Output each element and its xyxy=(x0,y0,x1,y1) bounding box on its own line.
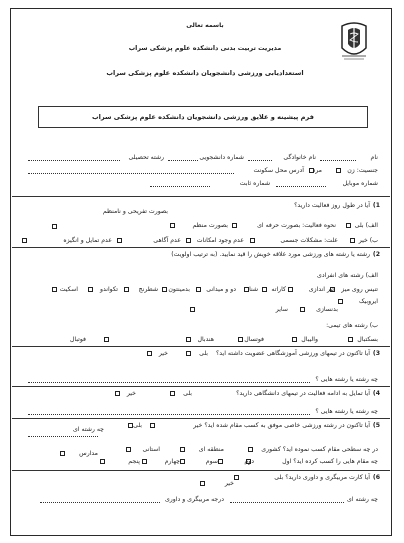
gender-label: جنسیت: زن xyxy=(347,167,378,174)
mobile-field[interactable] xyxy=(276,186,326,187)
q1-facility-checkbox[interactable] xyxy=(186,238,191,243)
q5-rank-checkbox[interactable] xyxy=(218,459,223,464)
individual-sport-checkbox[interactable] xyxy=(190,307,195,312)
section-divider-4 xyxy=(12,386,390,387)
form-title: فرم پیشینه و علایق ورزشی دانشجویان دانشکده علوم پزشکی سراب xyxy=(92,113,314,121)
q1-physical-checkbox[interactable] xyxy=(250,238,255,243)
individual-sport-label: دو و میدانی xyxy=(206,286,236,293)
q4-which-field[interactable] xyxy=(28,414,310,415)
q4-no-label: خیر xyxy=(126,390,136,397)
student-no-label: شماره دانشجویی xyxy=(199,154,244,161)
org-line-2: استعدادیابی ورزشی دانشجویان دانشکده علوم پزشکی سراب xyxy=(106,69,304,77)
individual-sport-checkbox[interactable] xyxy=(244,287,249,292)
q4-yes-label: بلی xyxy=(183,390,192,397)
name-field[interactable] xyxy=(320,160,356,161)
q5-number: 5) xyxy=(372,422,380,429)
q1-no-facility: عدم وجود امکانات xyxy=(196,237,244,244)
q5-rank-label: دوم xyxy=(244,458,254,465)
q5-rank-q: چه مقام هایی را کسب کرده اید؟ اول xyxy=(282,458,378,465)
q1-regular: بصورت منظم xyxy=(192,222,228,229)
q1-no-checkbox[interactable] xyxy=(350,238,355,243)
q1-info-checkbox[interactable] xyxy=(117,238,122,243)
q6-which-field[interactable] xyxy=(230,502,344,503)
q1-how: نحوه فعالیت: بصورت حرفه ای xyxy=(257,222,336,229)
individual-sport-checkbox[interactable] xyxy=(338,299,343,304)
student-no-field[interactable] xyxy=(168,160,198,161)
q2-team-title: ب) رشته های تیمی: xyxy=(326,322,378,329)
org-line-1: مدیریت تربیت بدنی دانشکده علوم پزشکی سراب xyxy=(128,44,282,52)
q3-which: چه رشته یا رشته هایی ؟ xyxy=(315,376,378,383)
section-divider-1 xyxy=(12,196,390,197)
q6-which: چه رشته ای xyxy=(347,496,378,503)
team-sport-checkbox[interactable] xyxy=(348,337,353,342)
q5-national-checkbox[interactable] xyxy=(248,447,253,452)
q5-which: چه رشته ای xyxy=(73,426,104,433)
q1-reason: علت: مشکلات جسمی xyxy=(280,237,338,244)
q5-which-field[interactable] xyxy=(28,436,98,437)
individual-sport-label: ایروبیک xyxy=(359,298,378,305)
individual-sport-label: سایر xyxy=(275,306,288,313)
individual-sport-checkbox[interactable] xyxy=(124,287,129,292)
q5-school: مدارس xyxy=(79,450,98,457)
q2-text: رشته یا رشته های ورزشی مورد علاقه خویش را قید نمایید. (به ترتیب اولویت) xyxy=(171,251,370,258)
team-sport-label: فوتسال xyxy=(244,336,264,343)
q1-no-info: عدم آگاهی xyxy=(153,237,181,244)
q3-which-field[interactable] xyxy=(28,382,310,383)
q6-grade-field[interactable] xyxy=(40,502,160,503)
q2-individual-title: الف) رشته های انفرادی xyxy=(317,272,378,279)
team-sport-label: بسکتبال xyxy=(357,336,378,343)
university-logo-icon xyxy=(338,20,370,62)
q5-school-checkbox[interactable] xyxy=(60,451,65,456)
q1-interest-checkbox[interactable] xyxy=(22,238,27,243)
individual-sport-label: تکواندو xyxy=(99,286,118,293)
q1-leisure: بصورت تفریحی و نامنظم xyxy=(102,208,168,215)
q5-rank-checkbox[interactable] xyxy=(180,459,185,464)
section-divider-5 xyxy=(12,418,390,419)
q1-regular-checkbox[interactable] xyxy=(170,223,175,228)
individual-sport-label: تنیس روی میز xyxy=(341,286,378,293)
q4-no-checkbox[interactable] xyxy=(115,391,120,396)
q5-regional: منطقه ای xyxy=(198,446,224,453)
family-label: نام خانوادگی xyxy=(283,154,316,161)
individual-sport-checkbox[interactable] xyxy=(196,287,201,292)
female-checkbox[interactable] xyxy=(336,168,341,173)
individual-sport-label: شطرنج xyxy=(138,286,158,293)
q6-grade: درجه مربیگری و داوری xyxy=(164,496,224,503)
individual-sport-label: بدنسازی xyxy=(316,306,338,313)
q4-text: آیا تمایل به ادامه فعالیت در تیمهای دانشگاهی دارید؟ xyxy=(236,390,370,397)
q6-text: آیا کارت مربیگری و داوری دارید؟ بلی xyxy=(274,474,370,481)
q1-number: 1) xyxy=(372,202,380,209)
address-field[interactable] xyxy=(28,173,234,174)
q5-yes-checkbox[interactable] xyxy=(128,423,133,428)
q1-yes-label: الف) بلی xyxy=(354,222,378,229)
q1-text: آیا در طول روز فعالیت دارید؟ xyxy=(294,202,370,209)
q3-number: 3) xyxy=(372,350,380,357)
field-label: رشته تحصیلی xyxy=(128,154,164,161)
q6-no-label: خیر xyxy=(224,480,234,487)
q1-no-label: ب) خیر xyxy=(358,237,378,244)
individual-sport-label: کاراته xyxy=(271,286,286,293)
q5-rank-checkbox[interactable] xyxy=(100,459,105,464)
q5-text: آیا تاکنون در رشته ورزشی خاصی موفق به کسب مقام شده اید؟ خیر xyxy=(193,422,370,429)
q1-yes-checkbox[interactable] xyxy=(346,223,351,228)
team-sport-checkbox[interactable] xyxy=(186,337,191,342)
male-label: مرد xyxy=(312,167,322,174)
bismillah: باسمه تعالی xyxy=(186,22,224,29)
q5-provincial-checkbox[interactable] xyxy=(126,447,131,452)
landline-label: شماره ثابت xyxy=(239,180,270,187)
individual-sport-checkbox[interactable] xyxy=(52,287,57,292)
team-sport-checkbox[interactable] xyxy=(292,337,297,342)
q3-no-checkbox[interactable] xyxy=(147,351,152,356)
q3-yes-checkbox[interactable] xyxy=(186,351,191,356)
landline-field[interactable] xyxy=(150,186,210,187)
section-divider-2 xyxy=(12,247,390,248)
q5-no-checkbox[interactable] xyxy=(150,423,155,428)
q4-yes-checkbox[interactable] xyxy=(170,391,175,396)
individual-sport-label: بدمینتون xyxy=(168,286,190,293)
q6-no-checkbox[interactable] xyxy=(200,481,205,486)
q1-pro-checkbox[interactable] xyxy=(232,223,237,228)
q5-provincial: استانی xyxy=(142,446,160,453)
team-sport-checkbox[interactable] xyxy=(238,337,243,342)
family-field[interactable] xyxy=(248,160,272,161)
individual-sport-checkbox[interactable] xyxy=(262,287,267,292)
q5-rank-label: پنجم xyxy=(128,458,140,465)
team-sport-label: هندبال xyxy=(197,336,214,343)
q5-level: در چه سطحی مقام کسب نموده اید؟ کشوری xyxy=(261,446,378,453)
q5-rank-label: سوم xyxy=(205,458,218,465)
individual-sport-label: شنا xyxy=(249,286,258,293)
q4-number: 4) xyxy=(372,390,380,397)
q1-no-interest: عدم تمایل و انگیزه xyxy=(63,237,112,244)
address-label: آدرس محل سکونت xyxy=(253,167,304,174)
q4-which: چه رشته یا رشته هایی ؟ xyxy=(315,408,378,415)
individual-sport-checkbox[interactable] xyxy=(162,287,167,292)
name-label: نام xyxy=(370,154,378,161)
section-divider-3 xyxy=(12,346,390,347)
individual-sport-label: تیر اندازی xyxy=(308,286,334,293)
field-input[interactable] xyxy=(28,160,120,161)
male-checkbox[interactable] xyxy=(309,168,314,173)
individual-sport-label: اسکیت xyxy=(59,286,78,293)
mobile-label: شماره موبایل xyxy=(342,180,378,187)
q5-regional-checkbox[interactable] xyxy=(180,447,185,452)
section-divider-6 xyxy=(12,470,390,471)
individual-sport-checkbox[interactable] xyxy=(288,287,293,292)
team-sport-label: فوتبال xyxy=(69,336,86,343)
q5-yes-label: بلی xyxy=(133,422,142,429)
q3-no-label: خیر xyxy=(158,350,168,357)
q3-text: آیا تاکنون در تیمهای ورزشی آموزشگاهی عضویت داشته اید؟ xyxy=(215,350,370,357)
q6-number: 6) xyxy=(372,474,380,481)
q1-leisure-checkbox[interactable] xyxy=(52,224,57,229)
q6-yes-checkbox[interactable] xyxy=(234,475,239,480)
q5-rank-label: چهارم xyxy=(164,458,180,465)
q2-number: 2) xyxy=(372,251,380,258)
q5-rank-checkbox[interactable] xyxy=(142,459,147,464)
individual-sport-checkbox[interactable] xyxy=(88,287,93,292)
q3-yes-label: بلی xyxy=(199,350,208,357)
team-sport-checkbox[interactable] xyxy=(104,337,109,342)
individual-sport-checkbox[interactable] xyxy=(300,307,305,312)
team-sport-label: والیبال xyxy=(301,336,318,343)
